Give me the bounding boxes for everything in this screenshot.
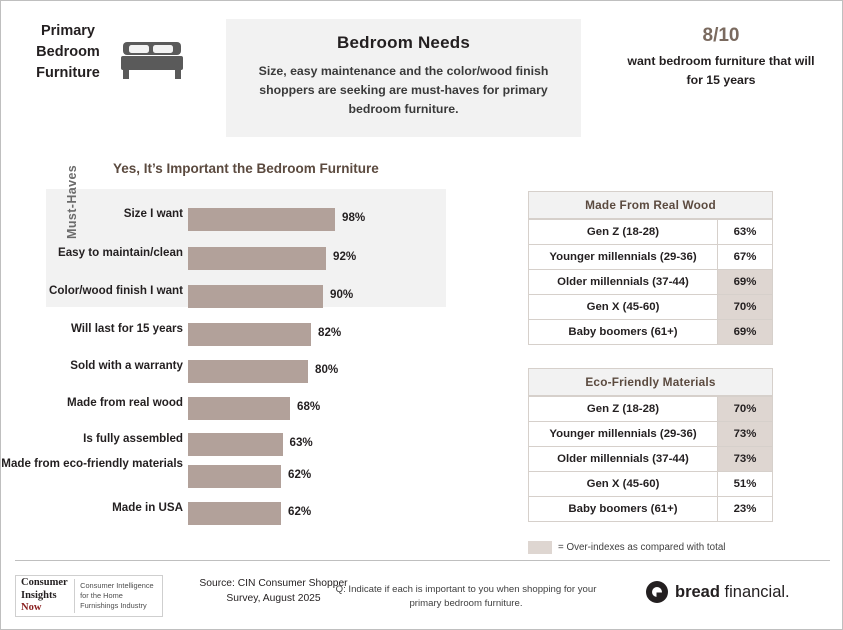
bar bbox=[188, 433, 283, 456]
cin-logo-tagline: Consumer Intelligence for the Home Furnishings Industry bbox=[80, 581, 154, 610]
stat-description: want bedroom furniture that will for 15 years bbox=[627, 54, 815, 88]
bar-value-label: 98% bbox=[342, 211, 366, 224]
bar-label: Made in USA bbox=[112, 501, 183, 514]
bread-financial-logo bbox=[646, 581, 790, 603]
generation-label: Older millennials (37-44) bbox=[529, 447, 718, 472]
table-row bbox=[529, 422, 773, 447]
table-caption: Made From Real Wood bbox=[528, 191, 773, 219]
bar bbox=[188, 465, 281, 488]
generation-label: Younger millennials (29-36) bbox=[529, 422, 718, 447]
bar-row bbox=[106, 207, 501, 233]
bar bbox=[188, 208, 335, 231]
table-made-from-real-wood bbox=[528, 191, 773, 345]
bread-logo-bold: bread bbox=[675, 582, 720, 601]
page-title bbox=[23, 21, 113, 84]
legend bbox=[528, 541, 788, 554]
generation-value: 69% bbox=[718, 270, 773, 295]
chart-title: Yes, It’s Important the Bedroom Furniture bbox=[113, 161, 379, 176]
bar-value-label: 62% bbox=[288, 468, 312, 481]
generation-label: Baby boomers (61+) bbox=[529, 497, 718, 522]
bar-label: Color/wood finish I want bbox=[49, 284, 183, 297]
bedroom-needs-subtitle: Size, easy maintenance and the color/wood finish shoppers are seeking are must-haves for primary bedroom furniture. bbox=[258, 64, 549, 117]
cin-logo-word-1: Consumer bbox=[21, 577, 68, 589]
bar-value-label: 90% bbox=[330, 288, 354, 301]
generation-table bbox=[528, 191, 773, 345]
table-body bbox=[529, 220, 773, 345]
bread-logo-light: financial. bbox=[719, 582, 790, 601]
bar bbox=[188, 323, 311, 346]
bar-label: Is fully assembled bbox=[83, 432, 183, 445]
page-title-line-1: Primary bbox=[40, 23, 95, 39]
bar-label: Made from real wood bbox=[67, 396, 183, 409]
table-row bbox=[529, 497, 773, 522]
cin-logo-word-2: Insights bbox=[21, 589, 57, 601]
generation-value: 67% bbox=[718, 245, 773, 270]
bar-value-label: 62% bbox=[288, 505, 312, 518]
bar bbox=[188, 502, 281, 525]
generation-label: Gen Z (18-28) bbox=[529, 397, 718, 422]
generation-value: 73% bbox=[718, 422, 773, 447]
table-row bbox=[529, 320, 773, 345]
cin-logo-word-3: Now bbox=[21, 602, 42, 614]
legend-label: = Over-indexes as compared with total bbox=[558, 542, 726, 553]
axis-group-label: Must-Haves bbox=[65, 164, 79, 239]
page-title-line-2: Bedroom bbox=[36, 44, 100, 61]
bed-icon bbox=[119, 34, 185, 82]
bar-value-label: 82% bbox=[318, 326, 342, 339]
survey-question: Q: Indicate if each is important to you when shopping for your primary bedroom furniture. bbox=[335, 584, 597, 610]
generation-label: Baby boomers (61+) bbox=[529, 320, 718, 345]
table-row bbox=[529, 447, 773, 472]
bar-value-label: 92% bbox=[333, 250, 357, 263]
bar-label: Sold with a warranty bbox=[70, 359, 183, 372]
bread-logo-text bbox=[675, 583, 790, 602]
table-row bbox=[529, 397, 773, 422]
header bbox=[1, 1, 843, 146]
bar-label: Size I want bbox=[123, 207, 183, 220]
generation-value: 70% bbox=[718, 397, 773, 422]
bedroom-needs-callout bbox=[226, 19, 581, 137]
cin-logo bbox=[15, 575, 163, 617]
bar-label: Will last for 15 years bbox=[70, 322, 183, 335]
table-eco-friendly-materials bbox=[528, 368, 773, 522]
bar-row bbox=[70, 359, 501, 385]
bar-value-label: 68% bbox=[297, 400, 321, 413]
generation-value: 23% bbox=[718, 497, 773, 522]
bar-row bbox=[49, 284, 501, 310]
bar bbox=[188, 360, 308, 383]
cin-logo-mark bbox=[16, 577, 68, 614]
bar-row bbox=[1, 457, 501, 490]
bar-row bbox=[83, 432, 501, 458]
table-row bbox=[529, 220, 773, 245]
bar bbox=[188, 285, 323, 308]
bread-logo-mark bbox=[646, 581, 668, 603]
source-note: Source: CIN Consumer Shopper Survey, August 2025 bbox=[199, 578, 348, 605]
table-row bbox=[529, 245, 773, 270]
generation-label: Gen Z (18-28) bbox=[529, 220, 718, 245]
legend-swatch bbox=[528, 541, 552, 554]
table-row bbox=[529, 472, 773, 497]
generation-label: Older millennials (37-44) bbox=[529, 270, 718, 295]
generation-label: Younger millennials (29-36) bbox=[529, 245, 718, 270]
generation-value: 51% bbox=[718, 472, 773, 497]
bar-row bbox=[106, 501, 501, 527]
generation-value: 69% bbox=[718, 320, 773, 345]
bedroom-needs-title: Bedroom Needs bbox=[337, 33, 470, 52]
table-caption: Eco-Friendly Materials bbox=[528, 368, 773, 396]
generation-label: Gen X (45-60) bbox=[529, 472, 718, 497]
bar-label: Made from eco-friendly materials bbox=[1, 457, 183, 470]
bar bbox=[188, 247, 326, 270]
table-row bbox=[529, 295, 773, 320]
generation-label: Gen X (45-60) bbox=[529, 295, 718, 320]
table-row bbox=[529, 270, 773, 295]
bar-row bbox=[70, 322, 501, 348]
bar-value-label: 80% bbox=[315, 363, 339, 376]
stat-callout bbox=[621, 25, 821, 90]
generation-value: 73% bbox=[718, 447, 773, 472]
generation-value: 63% bbox=[718, 220, 773, 245]
footer bbox=[1, 567, 843, 629]
generation-table bbox=[528, 368, 773, 522]
stat-number: 8/10 bbox=[702, 25, 740, 46]
page-title-line-3: Furniture bbox=[36, 65, 100, 82]
bar bbox=[188, 397, 290, 420]
bar-label: Easy to maintain/clean bbox=[57, 246, 183, 259]
bar-value-label: 63% bbox=[289, 436, 313, 449]
bar-row bbox=[67, 396, 501, 422]
generation-value: 70% bbox=[718, 295, 773, 320]
table-body bbox=[529, 397, 773, 522]
bar-row bbox=[57, 246, 501, 272]
footer-divider bbox=[15, 560, 830, 561]
